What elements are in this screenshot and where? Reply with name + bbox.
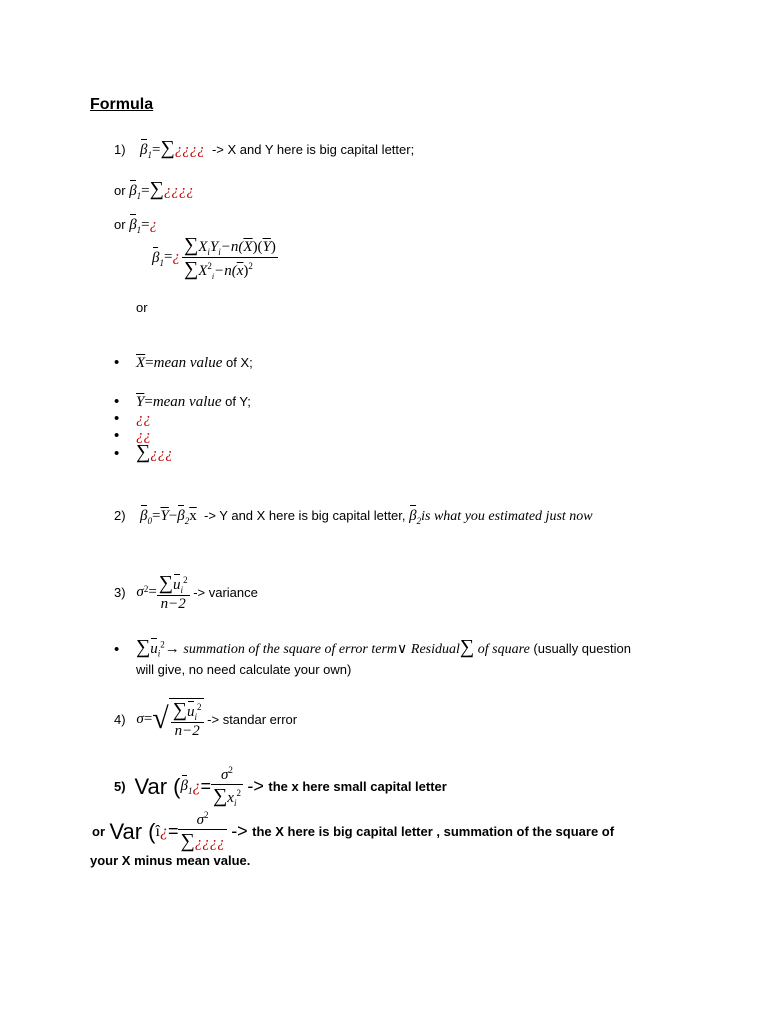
or-line-3: or: [136, 300, 148, 315]
garbled-chars: ¿: [149, 217, 158, 233]
beta-hat: β: [140, 142, 148, 158]
item-1-number: 1): [114, 142, 126, 157]
u-hat: u: [150, 641, 158, 657]
bullet-summation-line2: will give, no need calculate your own): [136, 662, 352, 677]
sum-symbol: ∑: [183, 234, 199, 256]
superscript: 2: [197, 702, 202, 712]
superscript: 2: [183, 575, 188, 585]
item-5-note: the x here small capital letter: [268, 779, 447, 794]
italic-text: summation of the square of error term: [183, 642, 398, 657]
minus: −: [168, 508, 178, 524]
item-3-note: -> variance: [193, 585, 258, 600]
subscript: 0: [147, 516, 152, 526]
superscript: 2: [160, 639, 165, 650]
item-2-number: 2): [114, 508, 126, 523]
denominator: n−2: [174, 723, 200, 739]
beta-hat: β: [129, 217, 137, 233]
superscript: 2: [204, 810, 209, 820]
numerator: [171, 699, 204, 723]
garbled-chars: î: [155, 822, 160, 840]
bullet-dot: •: [114, 354, 120, 371]
beta-hat: β: [129, 183, 137, 199]
arrow-icon: →: [164, 641, 180, 657]
mean-value-text: mean value: [152, 394, 222, 410]
subscript: i: [194, 712, 198, 722]
u-hat: u: [187, 704, 195, 720]
sigma: σ: [136, 710, 144, 727]
item-2: [114, 508, 593, 526]
sum-symbol: ∑: [213, 785, 228, 807]
bullet-x-mean: [136, 355, 253, 372]
garbled-chars: ¿¿¿¿: [194, 835, 225, 851]
bullet-garbled-1: ¿¿: [136, 411, 151, 427]
or-5-note: the X here is big capital letter , summation of the square of: [252, 824, 615, 839]
sum-symbol: ∑: [160, 137, 175, 159]
or-5-note-line2: your X minus mean value.: [90, 853, 251, 868]
item-4-note: -> standar error: [207, 711, 298, 727]
sigma: σ: [221, 767, 229, 783]
sum-symbol: ∑: [459, 636, 475, 658]
subscript: 1: [147, 150, 152, 160]
numerator: [211, 765, 243, 785]
italic-text: Residual: [410, 642, 460, 657]
item-4: [114, 698, 297, 740]
item-3: [114, 572, 258, 613]
italic-note: is what you estimated just now: [421, 509, 593, 524]
or-line-5: [92, 810, 614, 853]
y-bar: $\overline{Y}$: [136, 394, 145, 410]
equals: =: [152, 508, 161, 524]
equals: =: [145, 355, 154, 371]
vee-symbol: ∨: [397, 642, 408, 657]
equals: =: [141, 217, 150, 233]
subscript: i: [180, 585, 184, 595]
item-5-number: 5): [114, 779, 126, 794]
sum-symbol: ∑: [136, 636, 151, 658]
item-4-number: 4): [114, 711, 126, 727]
x-bar: $\overline{x}$: [236, 263, 244, 279]
var-x: X: [198, 263, 208, 279]
bullet-garbled-3: [136, 441, 173, 464]
bullet-text: of X;: [222, 355, 253, 370]
beta-hat: β: [409, 508, 417, 524]
superscript: 2: [207, 261, 212, 271]
equals: =: [152, 142, 161, 158]
var-y: Y: [209, 239, 219, 255]
sum-symbol: ∑: [172, 699, 188, 721]
superscript: 2: [248, 261, 253, 271]
garbled-chars: ¿¿¿: [150, 446, 173, 462]
y-bar: $\overline{Y}$: [262, 239, 271, 255]
bullet-dot: •: [114, 427, 120, 444]
superscript: 2: [236, 788, 241, 798]
var-label: Var (: [109, 818, 156, 844]
sum-symbol: ∑: [183, 258, 199, 280]
equals: =: [163, 249, 173, 265]
equals: =: [143, 710, 153, 727]
expr: ): [243, 263, 249, 279]
beta-hat: β: [177, 508, 185, 524]
var-x: x: [227, 790, 234, 806]
sigma: σ: [136, 584, 144, 600]
expr: )(: [252, 239, 263, 255]
garbled-chars: ¿: [192, 777, 201, 795]
or-label: or: [92, 824, 105, 839]
y-bar: $\overline{Y}$: [160, 508, 169, 524]
arrow-text: ->: [247, 776, 264, 796]
arrow-text: ->: [231, 821, 248, 841]
superscript: 2: [143, 583, 149, 594]
or-label: or: [114, 183, 126, 198]
item-2-note: -> Y and X here is big capital letter,: [204, 508, 406, 523]
or-label: or: [114, 217, 126, 232]
x-bar: $\overline{X}$: [243, 239, 253, 255]
or-line-2: [114, 217, 157, 235]
sqrt-icon: √: [152, 702, 169, 735]
sum-symbol: ∑: [158, 572, 174, 594]
subscript: i: [233, 798, 237, 808]
fraction: [211, 765, 243, 808]
numerator: [157, 572, 190, 596]
var-label: Var (: [134, 773, 181, 799]
fraction: [182, 234, 278, 281]
item-1: [114, 137, 414, 160]
bullet-y-mean: [136, 394, 251, 411]
fraction: [169, 698, 204, 740]
sum-symbol: ∑: [136, 441, 151, 463]
subscript: 2: [184, 516, 190, 526]
mean-value-text: mean value: [153, 355, 223, 371]
subscript: i: [207, 247, 210, 257]
italic-text: of square: [477, 642, 530, 657]
garbled-chars: ¿: [159, 822, 168, 840]
subscript: 1: [136, 225, 142, 235]
item-1-note: -> X and Y here is big capital letter;: [211, 142, 415, 157]
item-5: [114, 765, 447, 808]
equals: =: [167, 821, 179, 841]
formula-fraction: [152, 234, 278, 281]
fraction: [178, 810, 226, 853]
bullet-dot: •: [114, 445, 120, 462]
subscript: i: [157, 648, 161, 659]
bullet-garbled-2: ¿¿: [136, 428, 151, 444]
subscript: 1: [136, 191, 142, 201]
u-hat: u: [173, 577, 181, 593]
sum-symbol: ∑: [149, 178, 164, 200]
bullet-summation: [136, 636, 631, 659]
x-bar: $\overline{X}$: [136, 355, 146, 371]
denominator: n−2: [160, 596, 186, 612]
bullet-dot: •: [114, 393, 120, 410]
beta-hat: β: [140, 508, 148, 524]
subscript: i: [211, 272, 215, 281]
subscript: 1: [187, 785, 193, 796]
garbled-chars: ¿¿¿¿: [163, 183, 194, 199]
denominator: [211, 785, 243, 808]
or-line-1: [114, 178, 194, 201]
denominator: [178, 830, 226, 853]
bullet-dot: •: [114, 641, 120, 658]
fraction: [157, 572, 190, 613]
beta-hat: β: [180, 777, 188, 794]
expr: −n(: [214, 263, 237, 279]
equals: =: [141, 183, 150, 199]
bullet-text: (usually question: [529, 641, 631, 656]
expr: ): [270, 239, 276, 255]
bullet-text: of Y;: [221, 394, 251, 409]
expr: −n(: [220, 239, 244, 255]
denominator: [182, 258, 278, 281]
numerator: [182, 234, 278, 258]
var-x: X: [198, 239, 208, 255]
sum-symbol: ∑: [180, 830, 195, 852]
subscript: 2: [416, 516, 422, 526]
bullet-dot: •: [114, 410, 120, 427]
garbled-chars: ¿: [172, 249, 180, 265]
garbled-chars: ¿¿¿¿: [174, 142, 205, 158]
equals: =: [144, 394, 153, 410]
item-3-number: 3): [114, 585, 126, 600]
sigma: σ: [196, 812, 205, 828]
beta-hat: β: [152, 249, 160, 266]
subscript: 1: [159, 257, 164, 268]
subscript: i: [218, 247, 221, 257]
equals: =: [148, 584, 157, 600]
equals: =: [200, 776, 211, 796]
x-bar: $\overline{x}$: [189, 508, 197, 524]
page-title: Formula: [90, 96, 154, 113]
superscript: 2: [228, 765, 233, 775]
numerator: [178, 810, 226, 830]
